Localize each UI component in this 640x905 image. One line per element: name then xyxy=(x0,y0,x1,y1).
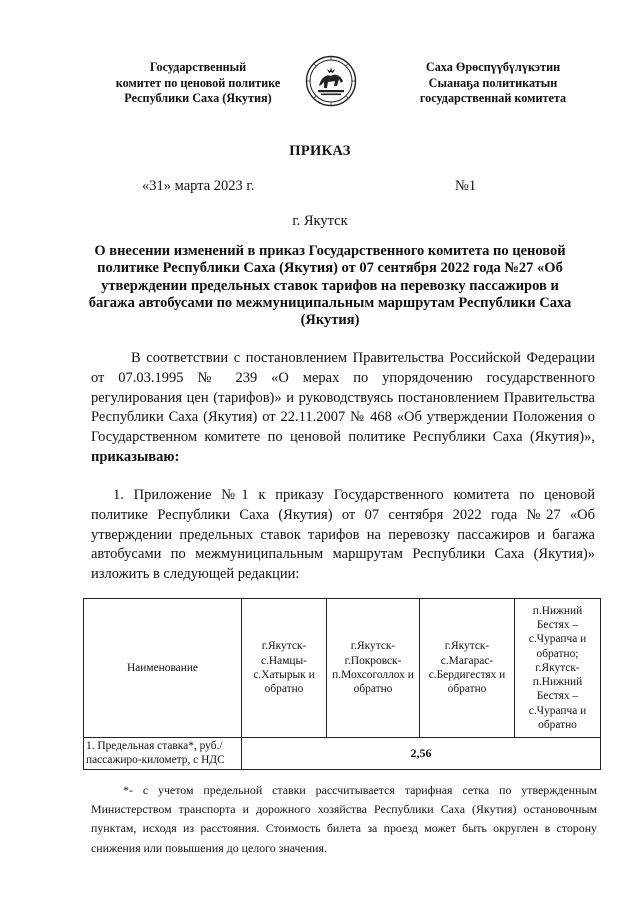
header-right-line-1: Саха Өрөспүүбүлүкэтин xyxy=(425,60,561,74)
table-header-row xyxy=(84,599,601,738)
preamble-paragraph xyxy=(91,349,595,468)
header-left-line-3: Республики Саха (Якутия) xyxy=(124,91,272,105)
header-left-line-1: Государственный xyxy=(149,60,247,74)
name-header-cell: Наименование xyxy=(84,599,242,738)
rate-value-cell: 2,56 xyxy=(242,738,601,770)
header-left-line-2: комитет по ценовой политике xyxy=(115,75,281,90)
table-row xyxy=(84,738,601,770)
route-header-cell: г.Якутск-г.Покровск-п.Мохсоголлох и обратно xyxy=(327,599,420,738)
order-directive: приказываю: xyxy=(91,448,180,465)
order-title: ПРИКАЗ xyxy=(289,143,351,159)
order-number: №1 xyxy=(455,178,477,194)
route-header-cell: г.Якутск-с.Намцы-с.Хатырык и обратно xyxy=(242,599,327,738)
route-header-cell: п.Нижний Бестях – с.Чурапча и обратно; г.Якутск-п.Нижний Бестях – с.Чурапча и обратно xyxy=(515,599,601,738)
header-right-line-2: Сыанаҕа политикатын xyxy=(428,75,558,90)
route-header-cell: г.Якутск-с.Магарас-с.Бердигестях и обратно xyxy=(420,599,515,738)
clause-1-paragraph: 1. Приложение №1 к приказу Государственного комитета по ценовой политике Республики Саха (Якутия) от 07 сентября 2022 года №27 «Об утверждении предельных ставок тарифов на перевозку пассажиров и багажа автобусами по межмуниципальным маршрутам Республики Саха (Якутия)» изложить в следующей редакции: xyxy=(91,487,595,583)
order-date: «31» марта 2023 г. xyxy=(142,178,255,194)
indicator-cell: 1. Предельная ставка*, руб./пассажиро-километр, с НДС xyxy=(84,738,242,770)
table-footnote: *- с учетом предельной ставки рассчитывается тарифная сетка по утвержденным Министерством транспорта и дорожного хозяйства Республики Саха (Якутия) остановочным пунктам, исходя из расстояния. Стоимость билета за проезд может быть округлен в сторону снижения или повышения до целого значения. xyxy=(91,783,597,855)
header-left-block xyxy=(88,60,308,107)
emblem-icon xyxy=(305,55,357,107)
order-city: г. Якутск xyxy=(292,213,348,229)
header-right-line-3: государственнай комитета xyxy=(419,91,567,105)
order-subject: О внесении изменений в приказ Государственного комитета по ценовой политике Республики Саха (Якутия) от 07 сентября 2022 года №27 «Об утверждении предельных ставок тарифов на перевозку пассажиров и багажа автобусами по межмуниципальным маршрутам Республики Саха (Якутия) xyxy=(88,243,572,329)
preamble-text: В соответствии с постановлением Правительства Российской Федерации от 07.03.1995 № 239 «О мерах по упорядочению государственного регулирования цен (тарифов)» и руководствуясь постановлением Правительства Республики Саха (Якутия) от 22.11.2007 № 468 «Об утверждении Положения о Государственном комитете по ценовой политике Республики Саха (Якутия)», xyxy=(91,350,595,446)
header-right-block xyxy=(388,60,598,107)
tariff-table xyxy=(83,598,601,770)
